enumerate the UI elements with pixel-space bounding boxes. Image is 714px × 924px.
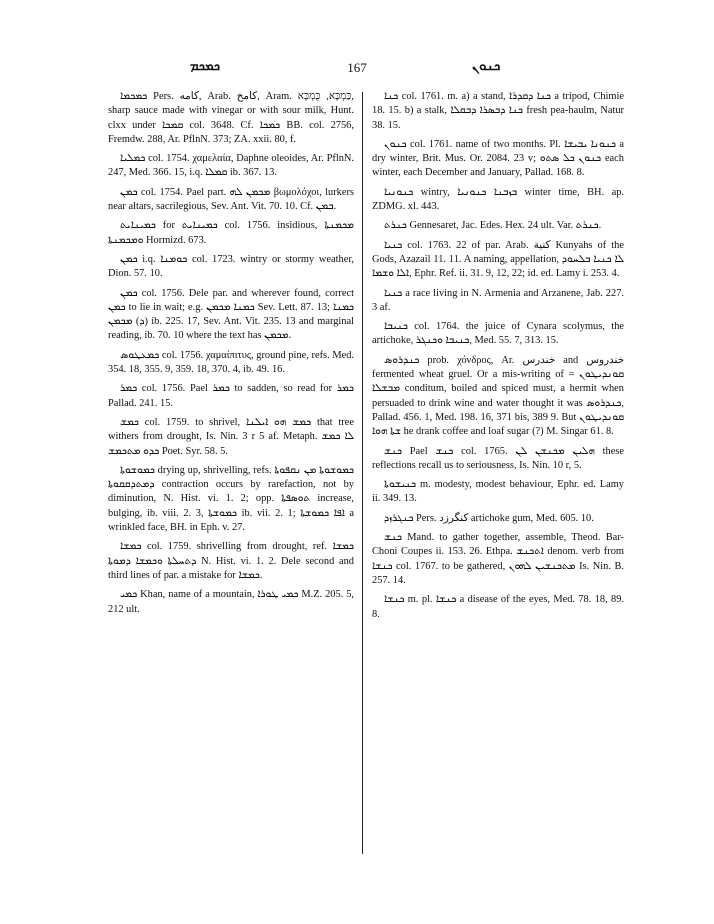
dictionary-entry: ܟܢܐ col. 1761. m. a) a stand, ܟܢܐ ܕܩܕܪܐ a tripod, Chimie 18. 15. b) a stalk, ܟܢܐ ܕܒܣܪܐ ܕܒܩܠܐ fresh pea-haulm, Natur 38. 15.: [372, 91, 625, 131]
dictionary-entry: ܟܡܢ col. 1756. Dele par. and wherever found, correct ܟܡܢ to lie in wait; e.g. ܟܡܢܐ ܡܟܡܢ Sev. Lett. 87. 13; ܟܡܢܐ (ܕ) ܡܟܡܢ ib. 225. 17, Sev. Ant. Vit. 235. 13 and marginal reading, ib. 70. 10 where the text has ܡܟܡܢ.: [108, 287, 355, 342]
dictionary-entry: ܟܡܥܛܘܣ col. 1756. χαμαίπιτυς, ground pine, refs. Med. 354. 18, 355. 9, 359. 18, 370. 4, ib. 49. 16.: [108, 349, 354, 376]
left-running-headword: ܟܡܟܡ: [190, 58, 221, 73]
dictionary-entry: ܟܢܫ Pael ܟܢܫ col. 1765. ܗܠܝܢ ܡܟܢܫܢ ܠܢ these reflections recall us to seriousness, Is. Nin. 10 r, 5.: [372, 445, 624, 471]
dictionary-entry: ܟܢܕܪܘܣ prob. χόνδρος, Ar. خندرس and خندروس fermented wheat gruel. Or a mis-writing of ܩܘܢܕܝܛܘܢ = ܡܒܫܠܐ conditum, boiled and spiced must, a hermit when persuaded to drink wine and water thought it was ܟܢܕܪܘܣ, Pallad. 456. 1, Med. 198. 16, 371 bis, 389 9. But ܩܘܢܕܝܛܘܢ ܫܬܐ ܗܘܐ he drank coffee and loaf sugar (?) M. Singar 61. 8.: [372, 354, 624, 438]
dictionary-entry: ܟܡܢ col. 1754. Pael part. ܡܟܡܢ ܠܗ βωμολόχοι, lurkers near altars, sacrilegious, Sev. Ant. Vit. 70. 10. Cf. ܒܡܢ.: [108, 186, 354, 213]
dictionary-entry: ܟܡܫ col. 1759. to shrivel, ܟܡܫ ܗܘ ܐܝܠܢܐ that tree withers from drought, Is. Nin. 3 r 5 af. Metaph. ܠܐ ܟܡܫ ܟܕܘ ܡܬܟܡܫ Poet. Syr. 58. 5.: [108, 416, 355, 457]
dictionary-entry: ܟܡܫܐ col. 1759. shrivelling from drought, ref. ܟܡܫܐ ܕܬܚܠܬܐ ܘܟܡܫܐ ܕܡܘܬܐ N. Hist. vi. 1. 2. Dele second and third lines of par. a mistake for ܟܡܫܐ.: [108, 541, 354, 581]
dictionary-entry: ܟܢܝܐ col. 1763. 22 of par. Arab. كنية Kunyahs of the Gods, Azazail 11. 11. A naming, appellation, ܠܐ ܟܢܝܐ ܒܠܚܘܕ ܐܠܐ ܘܫܡܐ, Ephr. Ref. ii. 31. 9, 12, 22; id. ed. Lamy i. 253. 4.: [372, 239, 624, 280]
dictionary-entry: ܟܡܝ Khan, name of a mountain, ܟܡܝ ܛܘܪܐ M.Z. 205. 5, 212 ult.: [108, 589, 355, 615]
page-header: [0, 58, 714, 80]
right-column: [372, 90, 624, 627]
dictionary-entry: ܟܢܘܢܝܐ wintry, ܒܙܒܢܐ ܟܢܘܢܝܐ winter time, BH. ap. ZDMG. xl. 443.: [372, 186, 624, 213]
right-running-headword: ܟܢܘܢ: [472, 58, 501, 73]
column-divider: [362, 92, 363, 854]
dictionary-entry: ܟܢܪܬ Gennesaret, Jac. Edes. Hex. 24 ult. Var. ܟܢܪܬ.: [384, 220, 602, 232]
dictionary-entry: ܟܡܢ i.q. ܟܘܡܢܐ col. 1723. wintry or stormy weather, Dion. 57. 10.: [108, 253, 354, 280]
dictionary-entry: ܟܡܝܢܐܝܬ for ܟܡܝܢܐܝܬ col. 1756. insidious, ܡܟܡܢܬܐ ܘܡܟܡܢܬܐ Hormizd. 673.: [108, 220, 354, 246]
dictionary-entry: ܟܢܝܒܐ col. 1764. the juice of Cynara scolymus, the artichoke, ܟܢܝܒܐ ܘܟܢܓܪ, Med. 55. 7, 313. 15.: [372, 321, 624, 347]
dictionary-entry: ܟܢܘܢ col. 1761. name of two months. Pl. ܟܢܘܢܐ ܝܒܝܫܐ a dry winter, Brit. Mus. Or. 2084. 23 v; ܟܢܘܢ ܟܠ ܣܬܘ each winter, each December and January, Pallad. 168. 8.: [372, 138, 624, 179]
dictionary-entry: ܟܢܝܫܘܬܐ m. modesty, modest behaviour, Ephr. ed. Lamy ii. 349. 13.: [372, 479, 624, 505]
page-number: 167: [347, 60, 367, 75]
dictionary-entry: ܟܢܝܐ a race living in N. Armenia and Arzanene, Jab. 227. 3 af.: [372, 287, 624, 313]
dictionary-entry: ܟܢܫܐ m. pl. ܟܢܫܐ a disease of the eyes, Med. 78. 18, 89. 8.: [372, 594, 625, 620]
dictionary-entry: ܟܢܓܪܙܕ Pers. كنگرزد artichoke gum, Med. 605. 10.: [384, 512, 594, 524]
dictionary-entry: ܟܡܪ col. 1756. Pael ܟܡܪ to sadden, so read for ܟܡܪ Pallad. 241. 15.: [108, 383, 354, 409]
dictionary-entry: ܟܢܫ Mand. to gather together, assemble, Theod. Bar-Choni Coupes ii. 153. 26. Ethpa. ܐܬܟܢܫ denom. verb from ܟܢܫܐ col. 1767. to be gathered, ܡܬܟܢܫܝܢ ܠܗܘܢ Is. Nin. B. 257. 14.: [372, 532, 625, 586]
dictionary-entry: ܟܡܠܝܐ col. 1754. χαμελαία, Daphne oleoides, Ar. PflnN. 247, Med. 366. 15, i.q. ܩܡܠܐ ib. 367. 13.: [108, 153, 354, 179]
left-column: [108, 90, 354, 622]
dictionary-entry: ܟܡܟܡܐ Pers. كامه, Arab. كامخ, Aram. כַּמְכָּא, כֻּמְכָּא, sharp sauce made with vinegar or with sour milk, Hunt. clxx under ܩܡܟܐ col. 3648. Cf. ܟܡܟܐ BB. col. 2756, Fremdw. 288, Ar. PflnN. 373; ZA. xxii. 80, f.: [108, 91, 354, 145]
dictionary-entry: ܟܡܘܫܘܬܐ drying up, shrivelling, refs. ܟܡܘܫܘܬܐ ܡܢ ܢܩܦܘܬܐ ܕܡܬܕܩܩܘܬܐ contraction occurs by rarefaction, not by diminution, N. Hist. vi. 1. 2; opp. ܬܘܣܦܬܐ increase, bulging, ib. viii. 2. 3, ܟܡܘܫܬܐ ib. vii. 2. 1; ܐܦܐ ܟܡܘܫܬܐ a wrinkled face, BH. in Eph. v. 27.: [108, 464, 354, 534]
